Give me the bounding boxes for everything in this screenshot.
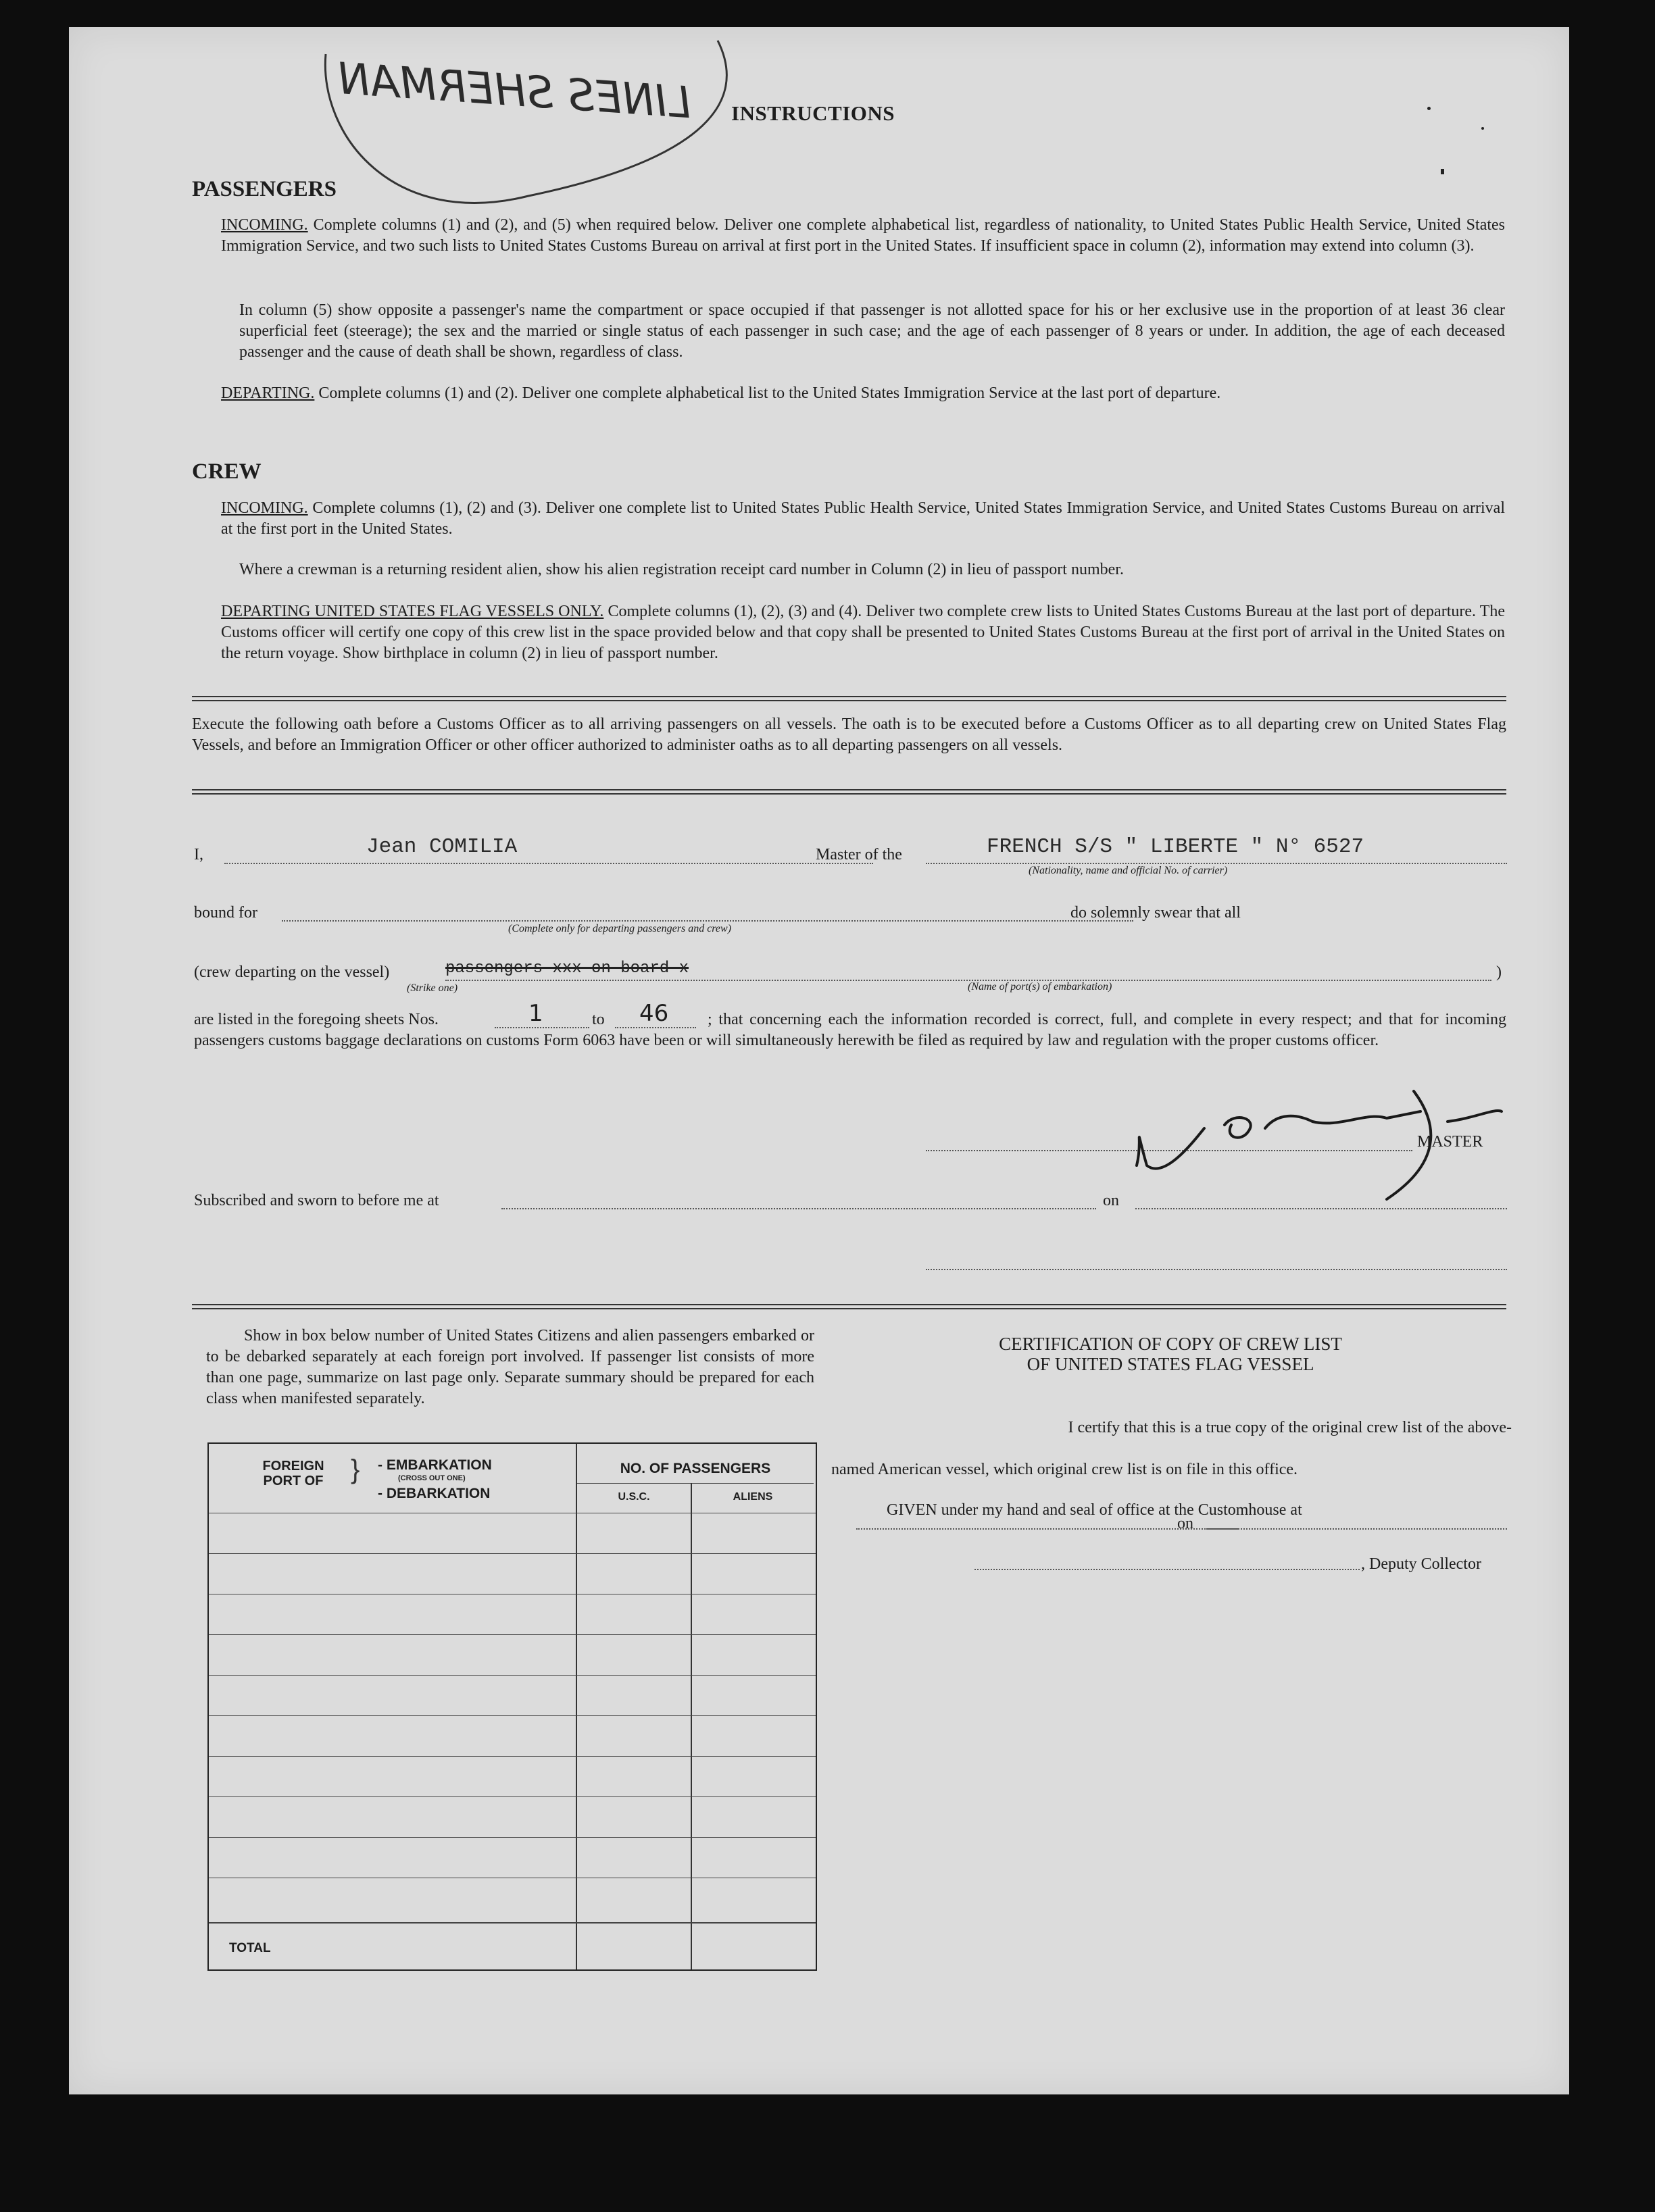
sheet-to: 46	[639, 1000, 669, 1027]
header-subline	[577, 1483, 814, 1484]
divider-2	[192, 789, 1506, 790]
divider-3b	[192, 1308, 1506, 1309]
summary-instructions: Show in box below number of United States Citizens and alien passengers embarked or to be debarked separately at each foreign port involved. If passenger list consists of more than one page, summarize on last page only. Separate summary should be prepared for each class when manifested separately.	[206, 1327, 814, 1407]
crew-departing-label: (crew departing on the vessel)	[194, 963, 390, 981]
col-debarkation: - DEBARKATION	[378, 1486, 491, 1501]
deputy-line	[974, 1569, 1360, 1570]
sheets-to-label: to	[592, 1011, 605, 1028]
strike-caption: (Strike one)	[407, 982, 458, 994]
oath-instruction: Execute the following oath before a Customs Officer as to all arriving passengers on all vessels. The oath is to be executed before a Customs Officer as to all departing crew on United States Flag Vessels, and before an Immigration Officer or other officer authorized to administer oaths as to all departing passengers on all vessels.	[192, 715, 1506, 754]
vessel-name: FRENCH S/S " LIBERTE " N° 6527	[987, 835, 1364, 859]
crew-incoming-label: INCOMING.	[221, 499, 308, 517]
table-line	[209, 1796, 816, 1797]
crew-departing	[221, 601, 1505, 664]
certification-title-1: CERTIFICATION OF COPY OF CREW LIST	[999, 1334, 1342, 1354]
bound-for-line	[282, 920, 1133, 922]
cert-on-label: on	[1177, 1515, 1193, 1532]
document-page	[69, 27, 1569, 2094]
subscribed-on-label: on	[1103, 1192, 1119, 1209]
table-line	[209, 1675, 816, 1676]
divider-3	[192, 1304, 1506, 1305]
oath-i-label: I,	[194, 846, 203, 863]
col-usc: U.S.C.	[618, 1491, 650, 1503]
sheets-prefix: are listed in the foregoing sheets Nos.	[194, 1011, 439, 1028]
table-line	[209, 1756, 816, 1757]
table-divider-1	[576, 1444, 577, 1969]
struck-text: passengers xxx on board x	[445, 959, 689, 978]
certify-text-1: I certify that this is a true copy of the original crew list of the above-	[1068, 1419, 1512, 1436]
swear-label: do solemnly swear that all	[1070, 904, 1241, 922]
page-title: INSTRUCTIONS	[731, 101, 895, 125]
passengers-departing-label: DEPARTING.	[221, 384, 315, 402]
subscribed-label: Subscribed and sworn to before me at	[194, 1192, 439, 1209]
bound-for-caption: (Complete only for departing passengers and crew)	[508, 923, 732, 934]
subscribed-date-line	[1135, 1208, 1507, 1209]
officer-signature-line	[926, 1269, 1507, 1270]
col-embarkation: - EMBARKATION	[378, 1457, 492, 1473]
speck	[1441, 169, 1444, 174]
handwritten-curve	[312, 27, 758, 230]
vessel-caption: (Nationality, name and official No. of carrier)	[1029, 865, 1228, 876]
col-aliens: ALIENS	[733, 1491, 773, 1503]
table-line-total	[209, 1922, 816, 1924]
passengers-heading: PASSENGERS	[192, 177, 337, 201]
crew-departing-label: DEPARTING UNITED STATES FLAG VESSELS ONLY.	[221, 603, 604, 620]
passengers-incoming	[221, 215, 1505, 257]
table-line	[209, 1837, 816, 1838]
master-label: MASTER	[1417, 1133, 1483, 1151]
crew-resident-text: Where a crewman is a returning resident alien, show his alien registration receipt card number in Column (2) in lieu of passport number.	[239, 561, 1124, 578]
table-line	[209, 1634, 816, 1635]
total-label: TOTAL	[229, 1941, 271, 1955]
crew-departing-text: Complete columns (1), (2), (3) and (4). Deliver two complete crew lists to United States Customs Bureau at the last port of departure. The Customs officer will certify one copy of this crew list in the space provided below and that copy shall be presented to United States Customs Bureau at the first port of arrival in the United States on the return voyage. Show birthplace in column (2) in lieu of passport number.	[221, 603, 1505, 662]
subscribed-place-line	[501, 1208, 1096, 1209]
close-paren: )	[1496, 963, 1502, 981]
passengers-departing	[221, 383, 1505, 404]
crew-heading: CREW	[192, 459, 262, 484]
sheet-from: 1	[528, 1000, 543, 1027]
passengers-incoming-label: INCOMING.	[221, 216, 308, 234]
speck	[1427, 107, 1431, 110]
col-foreign-port: FOREIGN PORT OF	[262, 1459, 324, 1488]
certification-title-2: OF UNITED STATES FLAG VESSEL	[1027, 1354, 1314, 1374]
sheets-text: ; that concerning each the information recorded is correct, full, and complete in every respect; and that for incoming passengers customs baggage declarations on customs Form 6063 have been or will simultaneously herewith be filed as required by law and regulation with the proper customs officer.	[194, 1011, 1506, 1049]
divider-1	[192, 696, 1506, 697]
bound-for-label: bound for	[194, 904, 257, 922]
table-divider-2	[691, 1483, 692, 1969]
master-name-line	[224, 863, 873, 864]
passengers-column5-text: In column (5) show opposite a passenger's name the compartment or space occupied if that passenger is not allotted space for his or her exclusive use in the proportion of at least 36 clear superficial feet (steerage); the sex and the married or single status of each passenger in such case; and the age of each passenger of 8 years or under. In addition, the age of each deceased passenger and the cause of death shall be shown, regardless of class.	[239, 301, 1505, 361]
deputy-label: , Deputy Collector	[1361, 1555, 1481, 1573]
col-no-passengers: NO. OF PASSENGERS	[620, 1461, 771, 1476]
divider-2b	[192, 793, 1506, 795]
table-line	[209, 1715, 816, 1716]
vessel-line	[926, 863, 1507, 864]
speck	[1481, 127, 1484, 130]
cert-date-line	[1206, 1528, 1507, 1530]
brace-symbol: }	[351, 1455, 360, 1484]
table-line	[209, 1553, 816, 1554]
col-cross-out: (CROSS OUT ONE)	[398, 1474, 466, 1482]
crew-incoming-text: Complete columns (1), (2) and (3). Deliver one complete list to United States Public Health Service, United States Immigration Service, and United States Customs Bureau on arrival at the first port in the United States.	[221, 499, 1505, 538]
summary-table	[207, 1442, 817, 1971]
given-text: GIVEN under my hand and seal of office at the Customhouse at	[887, 1501, 1302, 1519]
master-of-label: Master of the	[816, 846, 902, 863]
divider-1b	[192, 700, 1506, 701]
port-caption: (Name of port(s) of embarkation)	[968, 981, 1112, 992]
master-name: Jean COMILIA	[366, 835, 518, 859]
certify-text-2: named American vessel, which original crew list is on file in this office.	[831, 1461, 1298, 1478]
passengers-incoming-text: Complete columns (1) and (2), and (5) when required below. Deliver one complete alphabetical list, regardless of nationality, to United States Public Health Service, United States Immigration Service, and two such lists to United States Customs Bureau on arrival at first port in the United States. If insufficient space in column (2), information may extend into column (3).	[221, 216, 1506, 255]
passengers-departing-text: Complete columns (1) and (2). Deliver one complete alphabetical list to the United States Immigration Service at the last port of departure.	[318, 384, 1221, 402]
handwritten-note: LINES SHERMAN	[336, 53, 693, 129]
crew-incoming	[221, 498, 1505, 540]
